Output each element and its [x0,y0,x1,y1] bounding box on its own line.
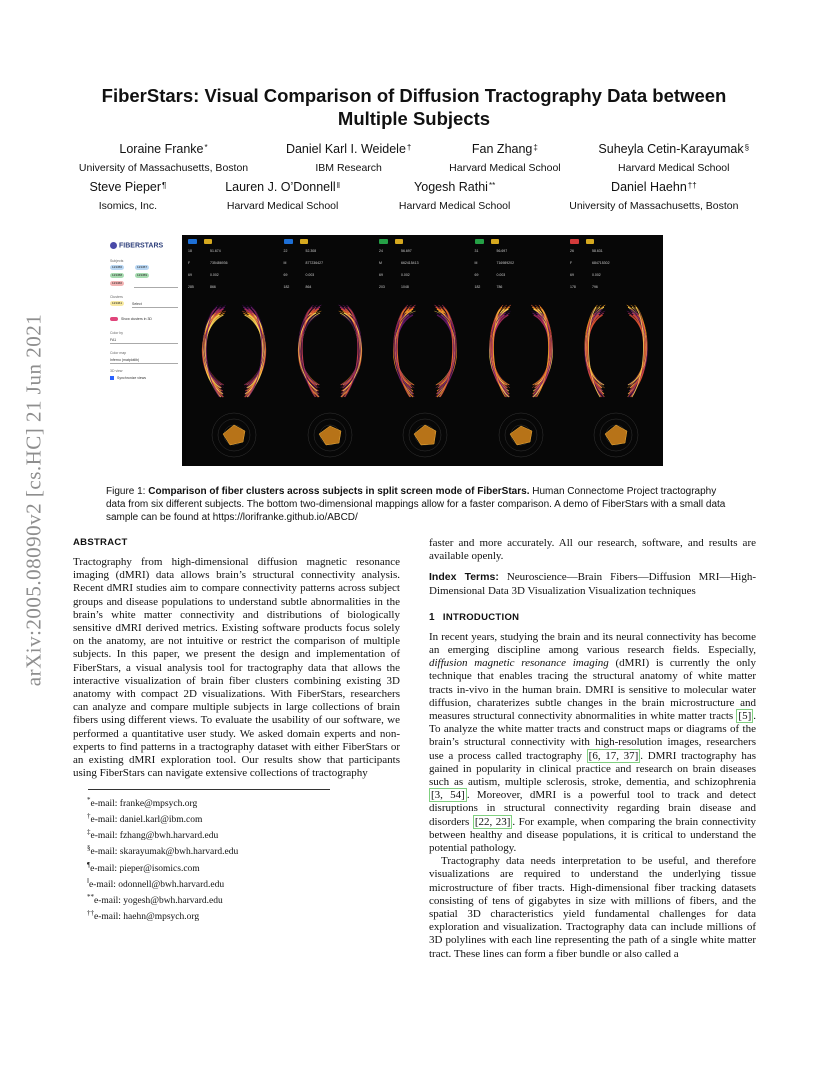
footnote-mark: ‖ [87,876,89,885]
panel-stat: 178 [570,285,576,289]
panel-stat: 69 [379,273,383,277]
panel-header [188,239,280,291]
panel-stat: 864 [305,285,312,289]
radar-shape [223,425,245,445]
footnote-text: e-mail: yogesh@bwh.harvard.edu [94,896,223,907]
panel-stat: 866 [210,285,216,289]
search-field [134,281,178,288]
panel-stat: 0.002 [210,273,219,277]
panel-stat: 182 [474,285,481,289]
panel-stat: 203 [379,285,385,289]
footnote [87,810,400,826]
panel-stat: 56.697 [401,249,412,253]
section-number: 1 [429,611,435,623]
author-mark: § [744,143,750,152]
panel-stat: 69 [474,273,479,277]
subject-tag [284,239,293,244]
footnote-mark: † [87,812,91,821]
panel-stat: F [188,261,191,265]
intro-emphasis: diffusion magnetic resonance imaging [429,657,609,670]
author-name: Daniel Haehn [611,180,687,194]
author-mark: ** [488,181,496,190]
sidebar-label: 3D view [110,369,123,373]
subject-panel [377,235,473,466]
author-mark: ‡ [533,143,538,152]
panel-stat: 285 [188,285,194,289]
panel-stat: 716989202 [496,261,515,265]
citation-link[interactable]: [6, 17, 37] [588,749,639,762]
footnote-text: e-mail: fzhang@bwh.harvard.edu [90,831,219,842]
sidebar-label: Synchronize views [117,376,146,380]
cluster-tag [586,239,594,244]
panel-stat: 18 [188,249,192,253]
footnote [87,891,400,907]
footnote-mark: †† [87,909,94,918]
index-terms-text: Neuroscience—Brain Fibers—Diffusion MRI—High-Dimensional Data 3D Visualization Visualization techniques [429,571,757,597]
footnote-text: e-mail: franke@mpsych.org [90,799,198,810]
footnote-text: e-mail: haehn@mpsych.org [94,912,200,923]
author [79,142,248,175]
panel-stat: 786 [496,285,503,289]
author-name: Lauren J. O’Donnell [225,180,336,194]
panel-header [475,239,567,291]
radar-mapping [572,405,660,463]
panel-stat: 0.003 [305,273,315,277]
footnote [87,907,400,923]
citation-link[interactable]: [22, 23] [474,815,511,828]
intro-text: . For example, when comparing the brain connectivity between healthy and disease populations, it is critical to understand the potential pathology. [429,815,757,855]
subject-panel [473,235,569,466]
caption-bold: Comparison of fiber clusters across subjects in split screen mode of FiberStars. [148,486,530,497]
cluster-tag [204,239,212,244]
author-affiliation: IBM Research [315,162,382,174]
paper-title [70,84,758,130]
index-terms [429,571,756,597]
sidebar-label: Subjects [110,259,124,263]
brain-logo-icon [110,242,117,249]
subject-panel [282,235,378,466]
radar-mapping [477,405,565,463]
intro-text: . DMRI tractography has gained in popularity in clinical practice and research on brain diseases such as autism, multiple sclerosis, stroke, dementia, and schizophrenia [429,749,756,789]
author [399,180,510,213]
footnote-mark: ‡ [87,828,91,837]
footnote-text: e-mail: daniel.karl@ibm.com [90,815,203,826]
cluster-tag [300,239,308,244]
footnote [87,826,400,842]
panel-stat: 26 [570,249,574,253]
panel-stat: 0.002 [401,273,410,277]
author-affiliation: Isomics, Inc. [98,200,158,212]
panel-stat: 52.308 [305,249,317,253]
footnote-mark: ** [87,892,94,901]
panel-stat: F [570,261,573,265]
panel-stat: M [474,261,478,265]
panel-stat: 24 [379,249,383,253]
panel-stat: 51.674 [210,249,221,253]
author-affiliation: Harvard Medical School [449,162,561,174]
panel-stat: M [283,261,287,265]
author [286,142,411,175]
abstract-continuation: faster and more accurately. All our research, software, and results are available openly. [429,537,756,563]
intro-text: In recent years, studying the brain and its neural connectivity has become an emerging discipline among various research fields. Especially, [429,630,756,657]
radar-mapping [286,405,374,463]
footnotes [73,789,400,923]
panel-stat: M [379,261,382,265]
panel-stat: 684715302 [592,261,610,265]
section-title: INTRODUCTION [442,611,520,623]
caption-label: Figure 1: [106,486,146,497]
toggle-switch [110,317,118,321]
footnote-text: e-mail: skarayumak@bwh.harvard.edu [90,847,239,858]
panel-stat: 58.631 [592,249,603,253]
left-column [73,537,400,780]
panel-stat: 662415413 [401,261,419,265]
panel-header [570,239,662,291]
subject-chip: 123456 [112,265,123,269]
subject-tag [570,239,579,244]
fiber-cluster-render [381,297,469,407]
author-row-2 [60,180,768,213]
intro-text: . Moreover, dMRI is a powerful tool to track and detect disruptions in structural connectivity regarding brain disease and disorders [429,789,757,828]
footnote [87,875,400,891]
author [89,180,166,213]
arxiv-stamp-text: arXiv:2005.08090v2 [cs.HC] 21 Jun 2021 [21,313,46,687]
subject-panel [568,235,663,466]
right-column [429,537,756,961]
sidebar-label: Color by [110,331,124,335]
color-by-select: FA1 [110,337,178,344]
footnote-rule [88,789,330,790]
author-mark: ‖ [336,181,340,190]
intro-paragraph-1 [429,631,756,855]
intro-text: . To analyze the white matter tracts and construct maps or diagrams of the brain’s structural connectivity with high-resolution images, researchers use a process called tractography [429,710,756,762]
subject-chip: 123459 [137,273,148,277]
author-affiliation: Harvard Medical School [226,200,339,212]
footnote [87,794,400,810]
subject-chip: 123458 [112,273,123,277]
author-affiliation: Harvard Medical School [398,200,511,212]
fiber-cluster-render [572,297,660,407]
author-row-1 [60,142,768,175]
author [449,142,560,175]
fiber-cluster-render [477,297,565,407]
app-sidebar [106,235,182,466]
footnote-mark: ¶ [87,860,91,869]
author-block [60,142,768,213]
select-field: Select [132,301,178,308]
panel-stat: 182 [283,285,290,289]
panel-stat: 69 [283,273,288,277]
subject-panel [186,235,282,466]
panel-stat: 0.003 [496,273,506,277]
app-name: FIBERSTARS [119,242,164,250]
app-logo [110,242,163,249]
author [598,142,749,175]
checkbox-icon [110,376,114,380]
cluster-tag [491,239,499,244]
author-name: Steve Pieper [89,180,162,194]
panel-stat: 0.002 [592,273,601,277]
citation-link[interactable]: [3, 54] [431,789,465,802]
panel-header [379,239,471,291]
caption-text: Human Connectome Project tractography data from six different subjects. The bottom two-dimensional mappings allow for a faster comparison. A demo of FiberStars with a small data sample can be found at https://lorifranke.github.io/ABCD/ [106,486,726,523]
title-line-2: Multiple Subjects [337,108,491,129]
author-name: Daniel Karl I. Weidele [285,142,406,156]
footnote-text: e-mail: odonnell@bwh.harvard.edu [88,879,225,890]
panel-stat: 877236427 [305,261,324,265]
fiber-cluster-render [190,297,278,407]
author-mark: † [406,143,412,152]
author-affiliation: Harvard Medical School [618,162,730,174]
abstract-heading: ABSTRACT [73,537,128,548]
subject-chip: 123457 [137,265,148,269]
panel-stat: 69 [570,273,574,277]
intro-heading [429,612,756,623]
subject-tag [475,239,484,244]
index-terms-label: Index Terms: [429,571,499,584]
radar-shape [414,425,436,445]
footnote-mark: § [87,844,91,853]
author [225,180,340,213]
title-line-1: FiberStars: Visual Comparison of Diffusion Tractography Data between [101,85,727,106]
cluster-tag [395,239,403,244]
panel-stat: 69 [188,273,192,277]
radar-mapping [381,405,469,463]
sidebar-label: Show clusters in 3D [121,317,152,321]
author-affiliation: University of Massachusetts, Boston [78,162,249,174]
arxiv-stamp [14,290,54,710]
author-name: Suheyla Cetin-Karayumak [598,142,744,156]
panel-stat: 22 [283,249,288,253]
footnote [87,859,400,875]
panel-stat: 735486936 [210,261,228,265]
radar-mapping [190,405,278,463]
panel-header [284,239,376,291]
subject-chip: 123461 [112,301,123,305]
author [569,180,738,213]
radar-shape [605,425,627,445]
panel-stat: 1048 [401,285,409,289]
subject-chip: 123460 [112,281,123,285]
sidebar-label: Color map [110,351,127,355]
author-name: Yogesh Rathi [414,180,488,194]
footnote-mark: * [87,796,91,804]
author-mark: * [204,143,208,152]
subject-tag [379,239,388,244]
color-map-select: Inferno (matplotlib) [110,357,178,364]
intro-text: (dMRI) is currently the only technique that enables tracing the structural anatomy of white matter tracts in-vivo in the human brain. DMRI is sensitive to molecular water diffusion, charaterizes subtle changes in the brain microstructure and measures structural connectivity abnormalities in white matter tracts [429,657,756,723]
author-mark: ¶ [162,181,167,190]
figure-caption [106,485,726,524]
author-name: Loraine Franke [119,142,204,156]
footnote-text: e-mail: pieper@isomics.com [90,863,200,874]
abstract-text: Tractography from high-dimensional diffusion magnetic resonance imaging (dMRI) data allows brain’s structural connectivity analysis. Recent dMRI studies aim to compare connectivity patterns across subject groups and disease populations to understand subtle abnormalities in the brain’s white matter connectivity and distributions of biologically sensitive dMRI derived metrics. Existing software products focus solely on the anatomy, are not intuitive or restrict the comparison of multiple subjects. In this paper, we present the design and implementation of FiberStars, a visual analysis tool for tractography data that allows the interactive visualization of brain fiber clusters combining existing 3D anatomy with compact 2D visualizations. With FiberStars, researchers can analyze and compare multiple subjects in large collections of brain fibers using different views. To evaluate the usability of our software, we performed a quantitative user study. We asked domain experts and non-experts to find patterns in a tractography dataset with either FiberStars or an existing dMRI exploration tool. Our results show that participants using FiberStars can navigate extensive collections of tractography [73,556,400,780]
intro-paragraph-2: Tractography data needs interpretation to be useful, and therefore visualizations are required to understand the underlying tissue microstructure of fiber tracts. High-dimensional fiber tracking datasets consisting of tens of gigabytes in size with millions of fibers, and the spatial 3D characteristics yield fundamental challenges for data exploration and visualization. Tractography data can include millions of 3D polylines with each line representing the path of a single white matter tract. These lines can form a fiber bundle or also called a [429,855,756,960]
sidebar-label: Clusters [110,295,123,299]
author-affiliation: University of Massachusetts, Boston [569,200,739,212]
subject-tag [188,239,197,244]
panel-stat: 56.697 [496,249,508,253]
panel-stat: 796 [592,285,598,289]
panel-stat: 31 [474,249,479,253]
figure-1-screenshot [106,235,663,466]
author-name: Fan Zhang [471,142,533,156]
citation-link[interactable]: [5] [738,710,752,723]
author-mark: †† [687,181,697,190]
fiber-cluster-render [286,297,374,407]
footnote [87,842,400,858]
